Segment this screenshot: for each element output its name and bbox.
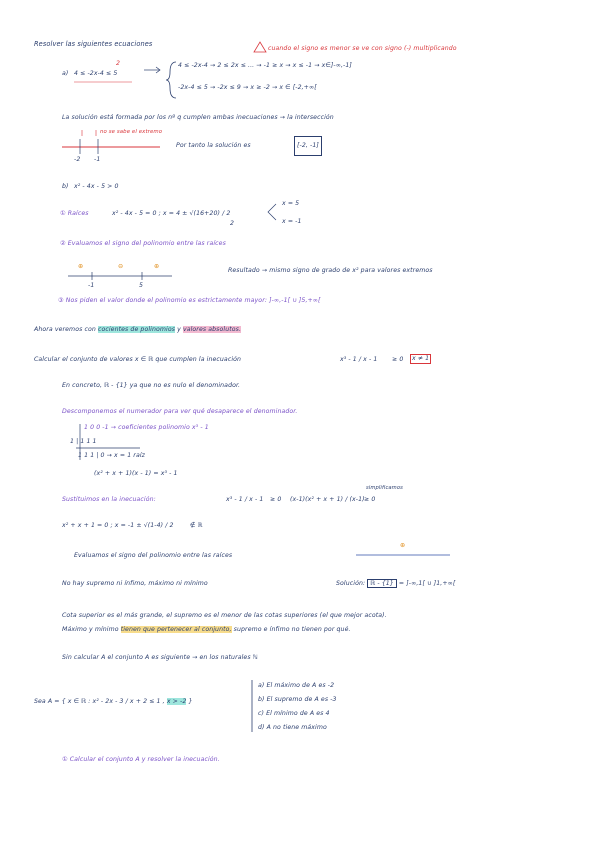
problem-tail: ≥ 0 [392,356,404,363]
solution-label: Solución: [336,580,366,587]
warning-note: cuando el signo es menor se ve con signo (-) multiplicando [268,45,457,52]
quadratic-check: x² + x + 1 = 0 ; x = -1 ± √(1-4) / 2 [62,522,174,529]
section2-highlight-absolutos: valores absolutos. [182,326,242,333]
section2-title-joiner: y [177,326,181,333]
root-two: x = -1 [282,218,302,225]
ruffini-row-3: 1 1 1 | 0 → x = 1 raíz [78,452,146,459]
sign-evaluation-note: ② Evaluamos el signo del polinomio entre las raíces [60,240,226,247]
no-bounds-note: No hay supremo ni ínfimo, máximo ni mínimo [62,580,208,587]
tick-b-five: 5 [139,282,144,289]
set-definition [34,698,193,706]
solution-box-a: [-2, -1] [294,136,322,156]
solution-box-section2: ℝ - {1} [367,579,397,588]
section2-highlight-cocientes: cocientes de polinomios [97,326,176,333]
step-decompose: Descomponemos el numerador para ver qué desaparece el denominador. [62,408,298,415]
ruffini-row-2: 1 | 1 1 1 [70,438,97,445]
set-fraction: x² - 2x - 3 / x + 2 [92,698,148,705]
substitute-ge-right: ≥ 0 [364,496,376,503]
section2-title [34,326,241,334]
problem-fraction: x³ - 1 / x - 1 [340,356,378,363]
roots-label: ① Raíces [60,210,89,217]
exercise-b-label: b) [62,183,69,190]
set-close-brace: } [188,698,193,705]
result-note: Resultado → mismo signo de grado de x² para valores extremos [228,267,433,274]
option-c: c) El mínimo de A es 4 [258,710,330,717]
evaluate-sign-note: Evaluamos el signo del polinomio entre las raíces [74,552,233,559]
solution-interval: = ]-∞,1[ ∪ ]1,+∞[ [398,580,456,587]
exercise-a-hint: 2 [116,60,121,67]
definition-highlight: tienen que pertenecer al conjunto, [120,626,232,633]
sign-plus-right: ⊕ [154,263,160,270]
substitute-ge-left: ≥ 0 [270,496,282,503]
sign-minus-middle: ⊖ [118,263,124,270]
number-line-note: no se sabe el extremo [100,129,163,135]
section2-solution [336,580,455,588]
page-heading: Resolver las siguientes ecuaciones [34,40,153,48]
option-b: b) El supremo de A es -3 [258,696,337,703]
roots-denominator: 2 [230,220,235,227]
simplify-note: simplificamos [366,485,403,491]
definition-tail: supremo e ínfimo no tienen por qué. [233,626,351,633]
ruffini-row-1: 1 0 0 -1 → coeficientes polinomio x³ - 1 [84,424,209,431]
claim-statement: Sin calcular A el conjunto A es siguiente → en los naturales ℕ [62,654,258,661]
sign-positive-mark: ⊕ [400,542,406,549]
system-line-1: 4 ≤ -2x-4 → 2 ≤ 2x ≤ ... → -1 ≥ x → x ≤ -1 → x∈]-∞,-1] [178,62,352,69]
roots-equation: x² - 4x - 5 = 0 ; x = 4 ± √(16+20) / 2 [112,210,231,217]
factored-form: (x² + x + 1)(x - 1) = x³ - 1 [94,470,178,477]
substitute-fraction-left: x³ - 1 / x - 1 [226,496,264,503]
section2-title-lead: Ahora veremos con [34,326,96,333]
final-answer-b: ③ Nos piden el valor donde el polinomio es estrictamente mayor: ]-∞,-1[ ∪ ]5,+∞[ [58,297,321,304]
footer-instruction: ① Calcular el conjunto A y resolver la inecuación. [62,756,220,763]
exercise-a-inequality: 4 ≤ -2x-4 ≤ 5 [74,70,118,77]
set-inequality: ≤ 1 , [149,698,165,705]
problem-statement: Calcular el conjunto de valores x ∈ ℝ que cumplen la inecuación [34,356,242,363]
set-highlight-condition: x > -2 [166,698,187,705]
solution-conclusion: Por tanto la solución es [176,142,251,149]
substitute-note: Sustituimos en la inecuación: [62,496,156,503]
quadratic-no-real: ∉ ℝ [190,522,203,529]
option-d: d) A no tiene máximo [258,724,327,731]
definition-max-min [62,626,351,634]
definition-supremum: Cota superior es el más grande, el supremo es el menor de las cotas superiores (el que mejor acota). [62,612,387,619]
root-one: x = 5 [282,200,300,207]
exercise-b-inequality: x² - 4x - 5 > 0 [74,183,119,190]
option-a: a) El máximo de A es -2 [258,682,335,689]
problem-domain-box: x ≠ 1 [412,355,430,362]
intersection-note: La solución está formada por los nº q cumplen ambas inecuaciones → la intersección [62,114,334,121]
substitute-fraction-right: (x-1)(x² + x + 1) / (x-1) [290,496,365,503]
exercise-a-label: a) [62,70,69,77]
tick-minus-two: -2 [74,156,81,163]
system-line-2: -2x-4 ≤ 5 → -2x ≤ 9 → x ≥ -2 → x ∈ [-2,+∞[ [178,84,317,91]
set-lead: Sea A = { x ∈ ℝ : [34,698,91,705]
tick-minus-one: -1 [94,156,101,163]
tick-b-minus-one: -1 [88,282,95,289]
definition-lead: Máximo y mínimo [62,626,119,633]
sign-plus-left: ⊕ [78,263,84,270]
step-domain: En concreto, ℝ - {1} ya que no es nulo el denominador. [62,382,241,389]
